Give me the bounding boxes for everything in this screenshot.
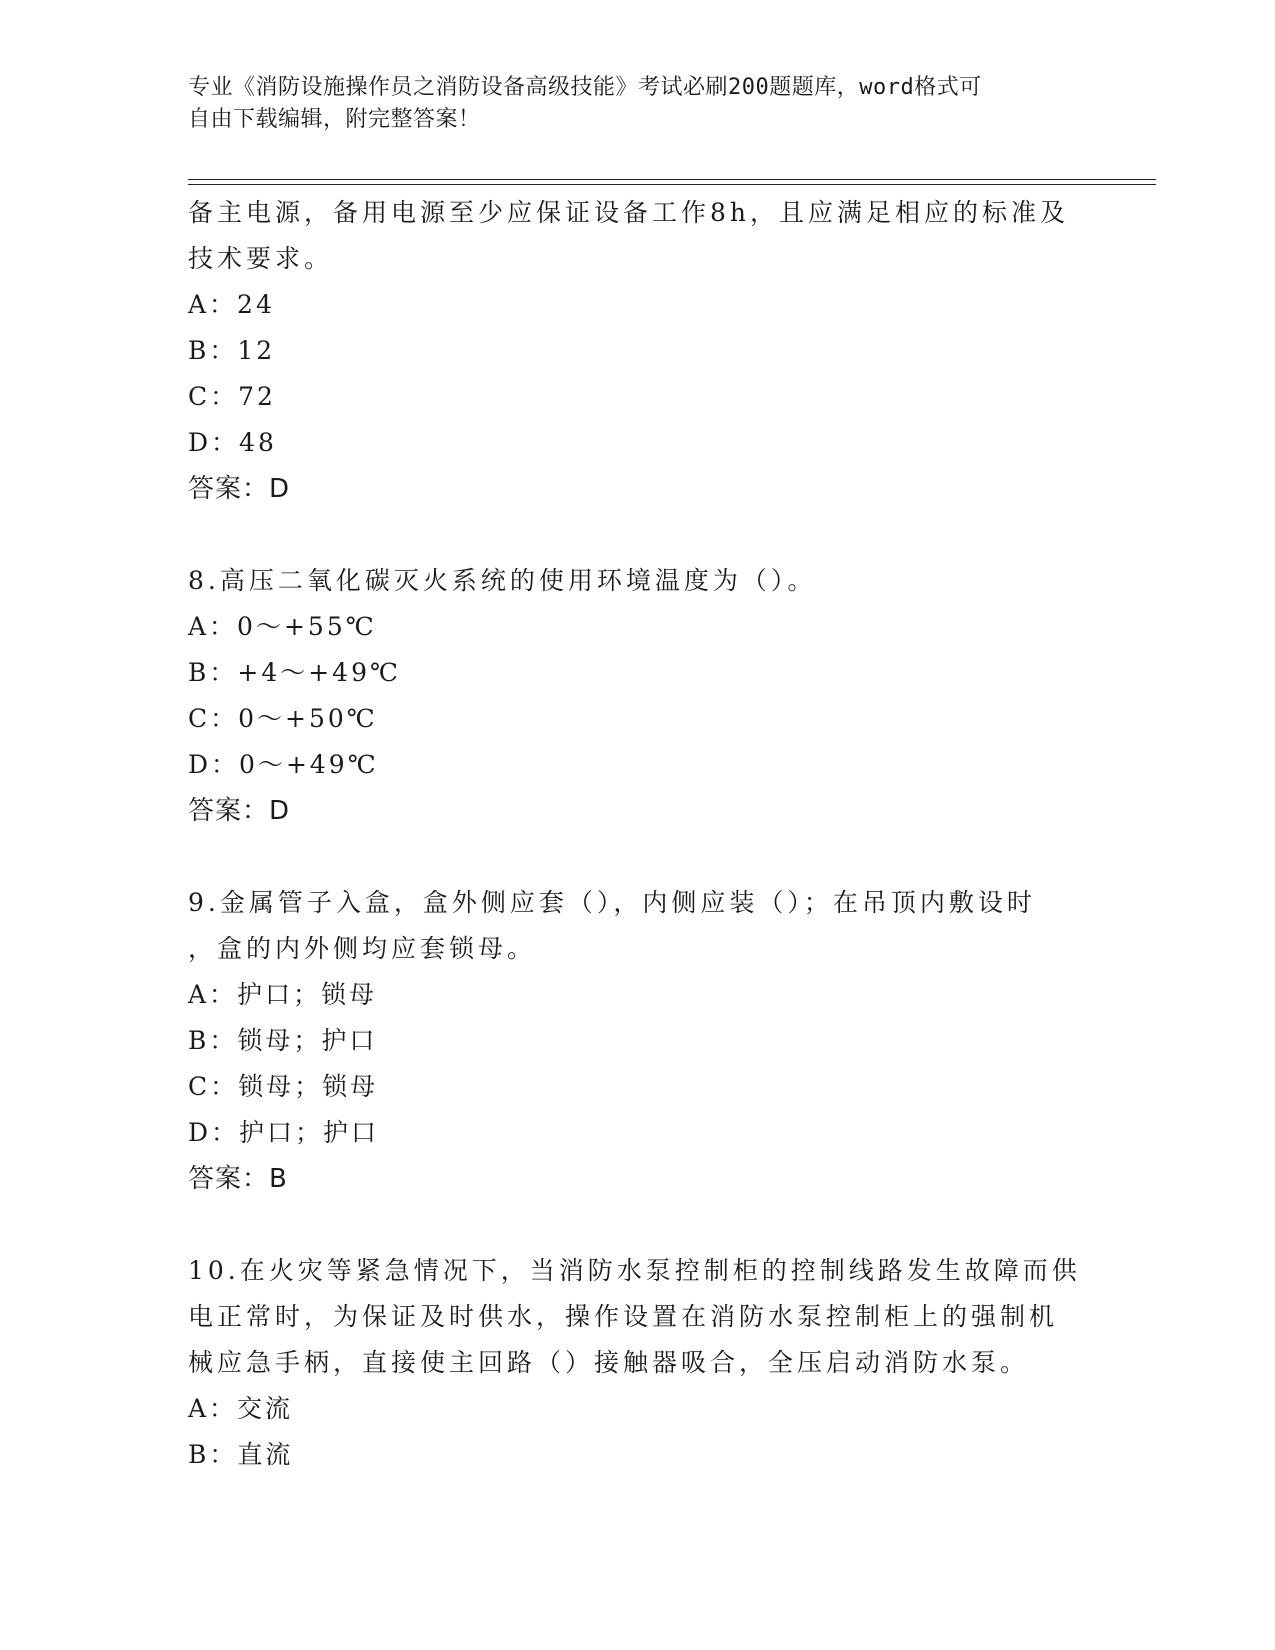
question-8-text-line-1: 8.高压二氧化碳灭火系统的使用环境温度为（）。 [188, 566, 817, 595]
question-7-answer: 答案：D [188, 474, 291, 504]
question-8-option-a: A：0～+55℃ [188, 612, 377, 641]
question-7-option-a: A：24 [188, 290, 275, 319]
question-7-text-line-1: 备主电源，备用电源至少应保证设备工作8h，且应满足相应的标准及 [188, 198, 1070, 227]
question-9-answer: 答案：B [188, 1164, 288, 1194]
question-7 [188, 190, 1088, 512]
question-8-option-c: C：0～+50℃ [188, 704, 378, 733]
question-9-option-d: D：护口；护口 [188, 1118, 380, 1147]
question-8-option-d: D：0～+49℃ [188, 750, 379, 779]
question-10-option-a: A：交流 [188, 1394, 294, 1423]
header-divider-top [188, 179, 1156, 180]
question-8-answer: 答案：D [188, 796, 291, 826]
spacer [188, 512, 1088, 558]
page-header [188, 72, 1088, 136]
question-9-option-a: A：护口；锁母 [188, 980, 378, 1009]
question-8-option-b: B：+4～+49℃ [188, 658, 401, 687]
header-divider-bottom [188, 184, 1156, 185]
spacer [188, 834, 1088, 880]
question-7-option-b: B：12 [188, 336, 276, 365]
question-10-text-line-2: 电正常时，为保证及时供水，操作设置在消防水泵控制柜上的强制机 [188, 1302, 1059, 1331]
question-10-text-line-3: 械应急手柄，直接使主回路（）接触器吸合，全压启动消防水泵。 [188, 1348, 1030, 1377]
question-9-text-line-2: ，盒的内外侧均应套锁母。 [188, 934, 537, 963]
question-9 [188, 880, 1088, 1202]
question-10-text-line-1: 10.在火灾等紧急情况下，当消防水泵控制柜的控制线路发生故障而供 [188, 1256, 1081, 1285]
header-title-line-1: 专业《消防设施操作员之消防设备高级技能》考试必刷200题题库，word格式可 [188, 75, 982, 100]
question-9-option-c: C：锁母；锁母 [188, 1072, 379, 1101]
question-10 [188, 1248, 1088, 1478]
question-7-option-d: D：48 [188, 428, 277, 457]
header-title-line-2: 自由下载编辑，附完整答案！ [188, 107, 481, 132]
question-list [188, 190, 1088, 1478]
question-8 [188, 558, 1088, 834]
question-7-option-c: C：72 [188, 382, 276, 411]
question-10-option-b: B：直流 [188, 1440, 294, 1469]
spacer [188, 1202, 1088, 1248]
question-9-text-line-1: 9.金属管子入盒，盒外侧应套（），内侧应装（）；在吊顶内敷设时 [188, 888, 1036, 917]
question-7-text-line-2: 技术要求。 [188, 244, 334, 273]
question-9-option-b: B：锁母；护口 [188, 1026, 378, 1055]
